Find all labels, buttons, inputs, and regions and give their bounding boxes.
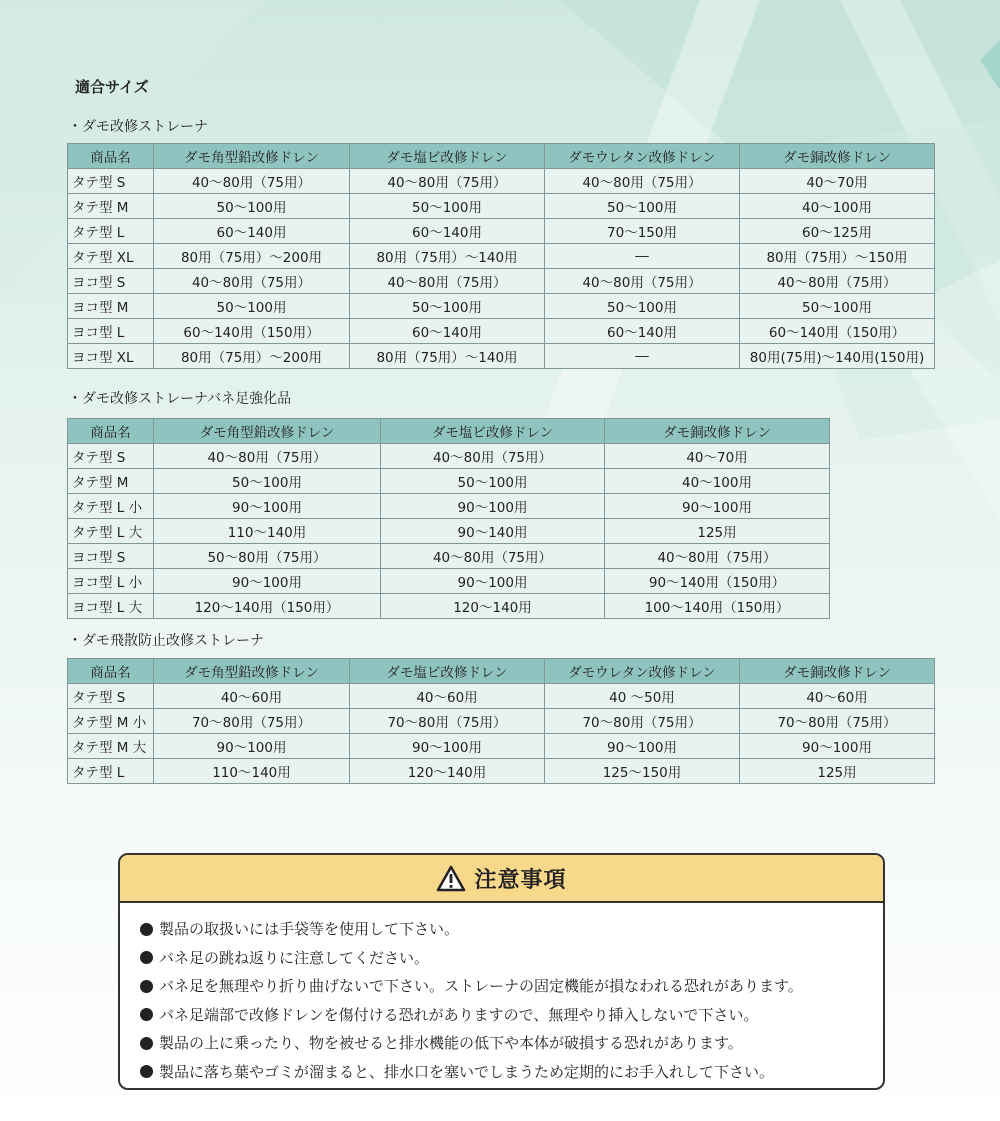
- size-cell: 40～80用（75用）: [154, 269, 350, 294]
- table-title-3: ・ダモ飛散防止改修ストレーナ: [68, 633, 264, 649]
- caution-item-text: バネ足の跳ね返りに注意してください。: [159, 948, 430, 967]
- product-name-cell: タテ型 M: [68, 194, 154, 219]
- table-row: [68, 709, 935, 734]
- size-cell: ―: [545, 244, 740, 269]
- table-row: [68, 519, 830, 544]
- table-row: [68, 194, 935, 219]
- size-cell: 80用（75用）～150用: [740, 244, 935, 269]
- size-cell: 40～60用: [350, 684, 545, 709]
- column-header: ダモ塩ビ改修ドレン: [350, 659, 545, 684]
- size-cell: 40～80用（75用）: [545, 169, 740, 194]
- size-cell: 50～100用: [545, 294, 740, 319]
- column-header: ダモ角型鉛改修ドレン: [154, 144, 350, 169]
- table-row: [68, 244, 935, 269]
- column-header: ダモウレタン改修ドレン: [545, 659, 740, 684]
- size-cell: 90～100用: [350, 734, 545, 759]
- column-header: ダモ角型鉛改修ドレン: [154, 419, 381, 444]
- product-name-cell: タテ型 M: [68, 469, 154, 494]
- table-header-row: [68, 144, 935, 169]
- size-cell: 120～140用（150用）: [154, 594, 381, 619]
- size-cell: 40～80用（75用）: [350, 169, 545, 194]
- size-cell: 70～80用（75用）: [350, 709, 545, 734]
- size-cell: 125用: [605, 519, 830, 544]
- table-row: [68, 219, 935, 244]
- product-name-cell: タテ型 S: [68, 444, 154, 469]
- size-cell: 70～80用（75用）: [154, 709, 350, 734]
- product-name-cell: ヨコ型 M: [68, 294, 154, 319]
- size-cell: 90～100用: [154, 734, 350, 759]
- bullet-icon: [140, 1008, 153, 1021]
- caution-item: [140, 944, 883, 973]
- table-row: [68, 759, 935, 784]
- size-cell: 90～100用: [605, 494, 830, 519]
- column-header: ダモウレタン改修ドレン: [545, 144, 740, 169]
- bullet-icon: [140, 1065, 153, 1078]
- size-cell: 60～140用（150用）: [740, 319, 935, 344]
- size-cell: 60～125用: [740, 219, 935, 244]
- product-name-cell: ヨコ型 L 小: [68, 569, 154, 594]
- size-cell: 50～100用: [350, 294, 545, 319]
- size-cell: 80用（75用）～200用: [154, 244, 350, 269]
- size-table-splash-prevention: [67, 658, 935, 784]
- table-row: [68, 569, 830, 594]
- size-cell: 40～80用（75用）: [350, 269, 545, 294]
- size-cell: 100～140用（150用）: [605, 594, 830, 619]
- column-header: ダモ塩ビ改修ドレン: [350, 144, 545, 169]
- caution-item: [140, 972, 883, 1001]
- size-cell: 90～140用: [381, 519, 605, 544]
- page-title: 適合サイズ: [75, 78, 149, 96]
- bullet-icon: [140, 1037, 153, 1050]
- size-cell: 70～80用（75用）: [545, 709, 740, 734]
- size-cell: 40～80用（75用）: [605, 544, 830, 569]
- size-cell: 110～140用: [154, 759, 350, 784]
- product-name-cell: ヨコ型 S: [68, 544, 154, 569]
- size-cell: 50～100用: [350, 194, 545, 219]
- size-cell: 40 ～50用: [545, 684, 740, 709]
- column-header: ダモ銅改修ドレン: [605, 419, 830, 444]
- column-header: ダモ銅改修ドレン: [740, 144, 935, 169]
- table-header-row: [68, 419, 830, 444]
- size-cell: 50～80用（75用）: [154, 544, 381, 569]
- table-title-2: ・ダモ改修ストレーナバネ足強化品: [68, 391, 292, 407]
- column-header: 商品名: [68, 659, 154, 684]
- product-name-cell: ヨコ型 L 大: [68, 594, 154, 619]
- product-name-cell: タテ型 M 大: [68, 734, 154, 759]
- product-name-cell: タテ型 L: [68, 219, 154, 244]
- size-cell: 60～140用: [350, 319, 545, 344]
- bullet-icon: [140, 980, 153, 993]
- bullet-icon: [140, 951, 153, 964]
- product-name-cell: タテ型 L 小: [68, 494, 154, 519]
- column-header: ダモ銅改修ドレン: [740, 659, 935, 684]
- size-cell: 80用（75用）～200用: [154, 344, 350, 369]
- caution-item-text: バネ足端部で改修ドレンを傷付ける恐れがありますので、無理やり挿入しないで下さい。: [159, 1005, 759, 1024]
- size-cell: 50～100用: [154, 194, 350, 219]
- size-cell: 90～100用: [154, 494, 381, 519]
- table-row: [68, 294, 935, 319]
- size-cell: 70～80用（75用）: [740, 709, 935, 734]
- size-cell: 125用: [740, 759, 935, 784]
- size-cell: 90～100用: [740, 734, 935, 759]
- size-cell: 40～60用: [740, 684, 935, 709]
- table-row: [68, 494, 830, 519]
- size-cell: 80用(75用)～140用(150用): [740, 344, 935, 369]
- size-cell: 40～80用（75用）: [740, 269, 935, 294]
- size-cell: 40～70用: [605, 444, 830, 469]
- table-row: [68, 684, 935, 709]
- size-cell: 40～70用: [740, 169, 935, 194]
- caution-item: [140, 915, 883, 944]
- caution-item: [140, 1029, 883, 1058]
- size-cell: 70～150用: [545, 219, 740, 244]
- product-name-cell: タテ型 L: [68, 759, 154, 784]
- table-row: [68, 444, 830, 469]
- product-name-cell: ヨコ型 S: [68, 269, 154, 294]
- warning-triangle-icon: [436, 865, 466, 892]
- caution-item: [140, 1058, 883, 1087]
- product-name-cell: タテ型 L 大: [68, 519, 154, 544]
- size-cell: 60～140用（150用）: [154, 319, 350, 344]
- caution-item-text: 製品に落ち葉やゴミが溜まると、排水口を塞いでしまうため定期的にお手入れして下さい。: [159, 1062, 775, 1081]
- column-header: 商品名: [68, 144, 154, 169]
- size-cell: 80用（75用）～140用: [350, 344, 545, 369]
- size-cell: 50～100用: [381, 469, 605, 494]
- size-cell: 50～100用: [740, 294, 935, 319]
- size-cell: 80用（75用）～140用: [350, 244, 545, 269]
- size-cell: 90～100用: [545, 734, 740, 759]
- product-name-cell: ヨコ型 L: [68, 319, 154, 344]
- caution-item-text: バネ足を無理やり折り曲げないで下さい。ストレーナの固定機能が損なわれる恐れがあります。: [159, 977, 803, 995]
- size-cell: 40～100用: [740, 194, 935, 219]
- column-header: ダモ角型鉛改修ドレン: [154, 659, 350, 684]
- size-cell: 120～140用: [350, 759, 545, 784]
- column-header: 商品名: [68, 419, 154, 444]
- size-cell: 40～100用: [605, 469, 830, 494]
- size-cell: 90～100用: [381, 494, 605, 519]
- size-cell: 40～80用（75用）: [545, 269, 740, 294]
- size-cell: 90～100用: [381, 569, 605, 594]
- size-cell: 40～80用（75用）: [154, 444, 381, 469]
- table-row: [68, 544, 830, 569]
- size-cell: 40～80用（75用）: [381, 444, 605, 469]
- table-row: [68, 344, 935, 369]
- caution-item-text: 製品の上に乗ったり、物を被せると排水機能の低下や本体が破損する恐れがあります。: [159, 1034, 743, 1052]
- product-name-cell: ヨコ型 XL: [68, 344, 154, 369]
- size-cell: 40～80用（75用）: [381, 544, 605, 569]
- product-name-cell: タテ型 S: [68, 684, 154, 709]
- product-name-cell: タテ型 M 小: [68, 709, 154, 734]
- size-cell: 90～140用（150用）: [605, 569, 830, 594]
- size-cell: 50～100用: [545, 194, 740, 219]
- caution-item: [140, 1001, 883, 1030]
- size-cell: 50～100用: [154, 294, 350, 319]
- caution-list: [120, 903, 883, 1086]
- caution-box: [118, 853, 885, 1090]
- table-header-row: [68, 659, 935, 684]
- size-cell: 40～60用: [154, 684, 350, 709]
- size-cell: 50～100用: [154, 469, 381, 494]
- table-row: [68, 734, 935, 759]
- size-table-strainer: [67, 143, 935, 369]
- bullet-icon: [140, 923, 153, 936]
- size-cell: 110～140用: [154, 519, 381, 544]
- size-cell: 90～100用: [154, 569, 381, 594]
- size-cell: ―: [545, 344, 740, 369]
- product-name-cell: タテ型 XL: [68, 244, 154, 269]
- product-name-cell: タテ型 S: [68, 169, 154, 194]
- size-cell: 60～140用: [545, 319, 740, 344]
- size-cell: 40～80用（75用）: [154, 169, 350, 194]
- size-cell: 60～140用: [154, 219, 350, 244]
- size-table-spring-reinforced: [67, 418, 830, 619]
- table-row: [68, 469, 830, 494]
- caution-title: 注意事項: [474, 867, 567, 893]
- size-cell: 60～140用: [350, 219, 545, 244]
- table-row: [68, 269, 935, 294]
- table-row: [68, 319, 935, 344]
- table-title-1: ・ダモ改修ストレーナ: [68, 119, 208, 135]
- column-header: ダモ塩ビ改修ドレン: [381, 419, 605, 444]
- table-row: [68, 594, 830, 619]
- size-cell: 125～150用: [545, 759, 740, 784]
- size-cell: 120～140用: [381, 594, 605, 619]
- caution-item-text: 製品の取扱いには手袋等を使用して下さい。: [159, 920, 460, 938]
- table-row: [68, 169, 935, 194]
- caution-header: [120, 855, 883, 903]
